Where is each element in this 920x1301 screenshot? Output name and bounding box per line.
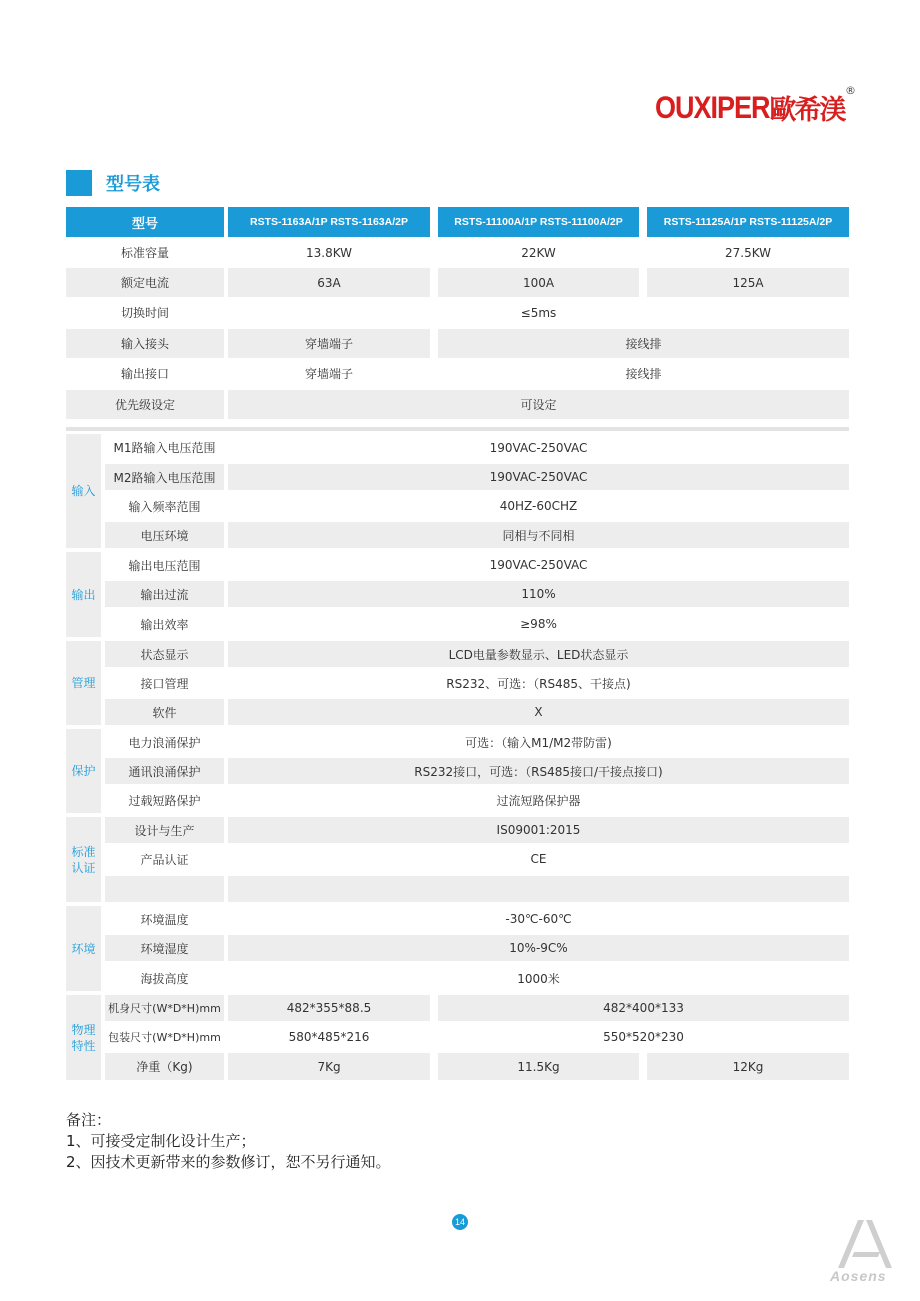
- row-value: 13.8KW: [228, 238, 430, 267]
- spec-value: 190VAC-250VAC: [228, 434, 849, 461]
- registered-mark: ®: [845, 84, 856, 97]
- page-number: 14: [452, 1214, 468, 1230]
- row-value: 100A: [438, 268, 639, 297]
- row-value: 125A: [647, 268, 849, 297]
- row-value: 穿墙端子: [228, 359, 430, 388]
- brand-latin: OUXIPER: [655, 90, 770, 125]
- spec-value: 190VAC-250VAC: [228, 464, 849, 490]
- spec-label: 通讯浪涌保护: [105, 758, 224, 784]
- spec-value: IS09001:2015: [228, 817, 849, 843]
- spec-label: 输出过流: [105, 581, 224, 607]
- spec-label: M2路输入电压范围: [105, 464, 224, 490]
- brand-logo: [655, 84, 856, 127]
- spec-value: RS232、可选：（RS485、干接点): [228, 670, 849, 696]
- group-physical: [66, 995, 101, 1080]
- watermark-logo: [828, 1216, 906, 1288]
- notes: [66, 1110, 391, 1173]
- spec-label: 软件: [105, 699, 224, 725]
- note-item: 1、可接受定制化设计生产；: [66, 1132, 256, 1150]
- spec-label: 环境湿度: [105, 935, 224, 961]
- spec-label: 净重（Kg): [105, 1053, 224, 1080]
- group-physical-line2: 特性: [71, 1038, 96, 1053]
- spec-value: 550*520*230: [438, 1024, 849, 1050]
- spec-value: 1000米: [228, 965, 849, 991]
- section-square-icon: [66, 170, 92, 196]
- row-label: 标准容量: [66, 238, 224, 267]
- note-item: 2、因技术更新带来的参数修订，恕不另行通知。: [66, 1153, 391, 1171]
- spec-value: 190VAC-250VAC: [228, 552, 849, 578]
- row-value: 63A: [228, 268, 430, 297]
- notes-title: 备注：: [66, 1111, 112, 1129]
- row-label: 额定电流: [66, 268, 224, 297]
- header-model-1: RSTS-1163A/1P RSTS-1163A/2P: [228, 207, 430, 237]
- spec-label: [105, 876, 224, 902]
- row-value: 22KW: [438, 238, 639, 267]
- spec-label: 产品认证: [105, 846, 224, 872]
- spec-value: X: [228, 699, 849, 725]
- spec-value: ≥98%: [228, 611, 849, 637]
- spec-value: 40HZ-60CHZ: [228, 493, 849, 519]
- row-value: 接线排: [438, 329, 849, 358]
- group-certification-line1: 标准: [71, 844, 96, 859]
- row-value: 接线排: [438, 359, 849, 388]
- group-management: 管理: [66, 641, 101, 725]
- watermark-text: Aosens: [830, 1268, 887, 1284]
- group-certification: [66, 817, 101, 902]
- spec-value: [228, 876, 849, 902]
- section-title: 型号表: [106, 174, 160, 195]
- spec-label: 过载短路保护: [105, 787, 224, 813]
- spec-value: 可选：（输入M1/M2带防雷): [228, 729, 849, 755]
- spec-value: RS232接口，可选：（RS485接口/干接点接口): [228, 758, 849, 784]
- spec-value: 10%-9C%: [228, 935, 849, 961]
- group-environment: 环境: [66, 906, 101, 991]
- spec-value: 482*355*88.5: [228, 995, 430, 1021]
- spec-value: CE: [228, 846, 849, 872]
- spec-label: M1路输入电压范围: [105, 434, 224, 461]
- watermark-icon: [828, 1216, 906, 1272]
- row-value: 可设定: [228, 390, 849, 419]
- spec-value: 580*485*216: [228, 1024, 430, 1050]
- header-model-2: RSTS-11100A/1P RSTS-11100A/2P: [438, 207, 639, 237]
- spec-value: 110%: [228, 581, 849, 607]
- spec-value: 过流短路保护器: [228, 787, 849, 813]
- spec-value: 482*400*133: [438, 995, 849, 1021]
- group-output: 输出: [66, 552, 101, 637]
- spec-label: 海拔高度: [105, 965, 224, 991]
- table-divider: [66, 427, 849, 431]
- spec-label: 输入频率范围: [105, 493, 224, 519]
- group-input: 输入: [66, 434, 101, 548]
- spec-value: 7Kg: [228, 1053, 430, 1080]
- spec-label: 设计与生产: [105, 817, 224, 843]
- spec-label: 包装尺寸(W*D*H)mm: [105, 1024, 224, 1050]
- group-physical-line1: 物理: [71, 1022, 96, 1037]
- spec-value: 12Kg: [647, 1053, 849, 1080]
- row-value: ≤5ms: [228, 298, 849, 327]
- spec-label: 输出电压范围: [105, 552, 224, 578]
- spec-label: 状态显示: [105, 641, 224, 667]
- spec-value: LCD电量参数显示、LED状态显示: [228, 641, 849, 667]
- spec-label: 输出效率: [105, 611, 224, 637]
- section-heading: [66, 170, 160, 196]
- spec-label: 电压环境: [105, 522, 224, 548]
- row-value: 27.5KW: [647, 238, 849, 267]
- row-label: 输入接头: [66, 329, 224, 358]
- row-value: 穿墙端子: [228, 329, 430, 358]
- spec-value: 同相与不同相: [228, 522, 849, 548]
- spec-label: 环境温度: [105, 906, 224, 932]
- spec-value: -30℃-60℃: [228, 906, 849, 932]
- header-label: 型号: [66, 207, 224, 237]
- brand-cjk: 歐希渼: [769, 95, 845, 126]
- group-protection: 保护: [66, 729, 101, 813]
- spec-label: 接口管理: [105, 670, 224, 696]
- row-label: 输出接口: [66, 359, 224, 388]
- spec-label: 电力浪涌保护: [105, 729, 224, 755]
- row-label: 切换时间: [66, 298, 224, 327]
- header-model-3: RSTS-11125A/1P RSTS-11125A/2P: [647, 207, 849, 237]
- spec-value: 11.5Kg: [438, 1053, 639, 1080]
- group-certification-line2: 认证: [71, 860, 96, 875]
- spec-label: 机身尺寸(W*D*H)mm: [105, 995, 224, 1021]
- row-label: 优先级设定: [66, 390, 224, 419]
